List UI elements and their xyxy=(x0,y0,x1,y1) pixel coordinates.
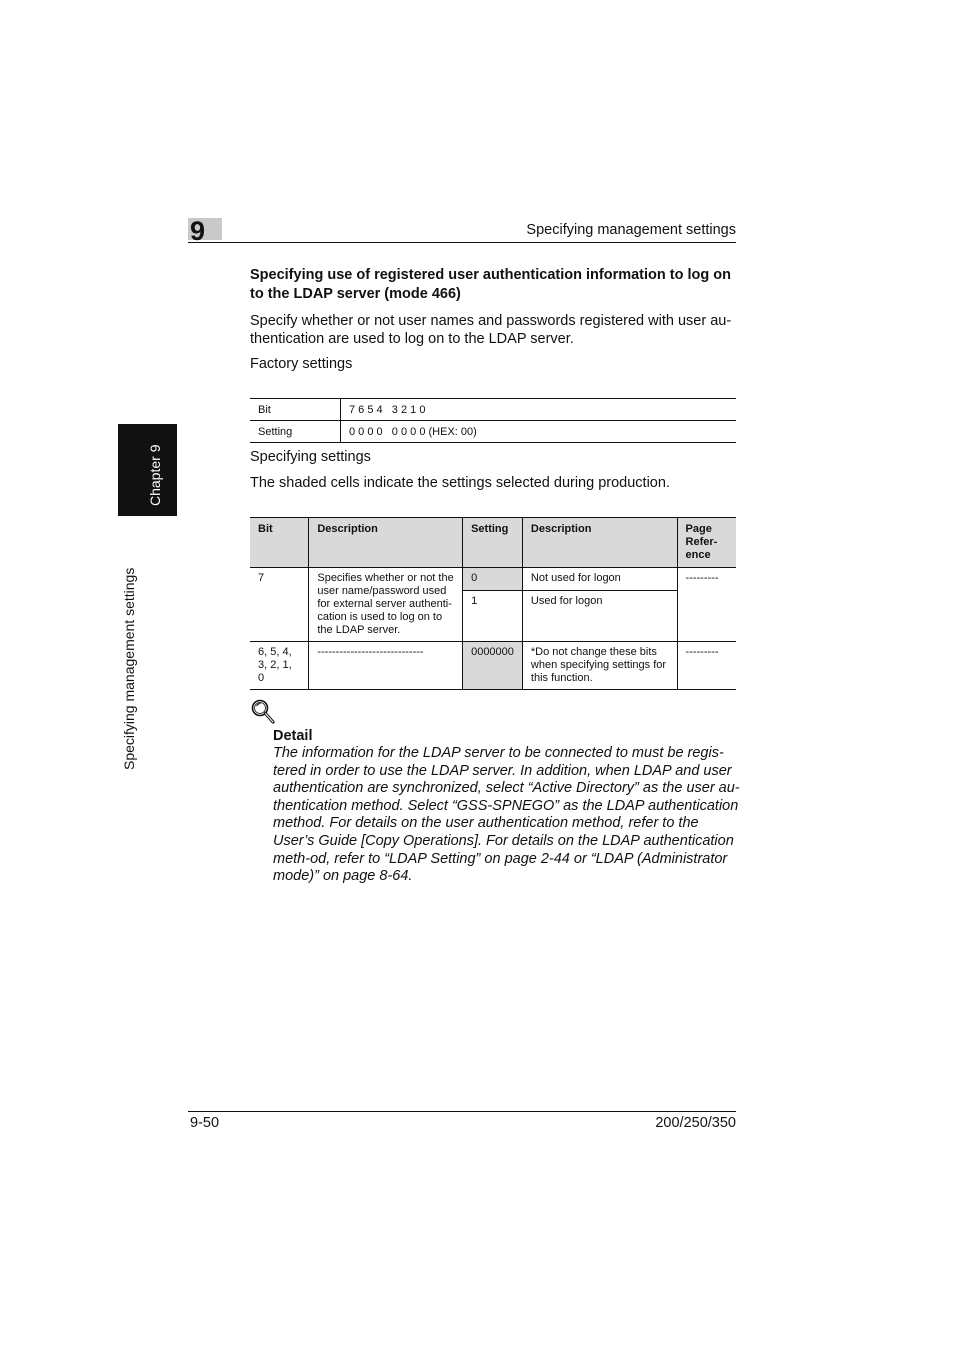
column-header: Description xyxy=(309,518,463,568)
detail-text: The information for the LDAP server to be connected to must be regis-tered in order to use the LDAP server. In addition, when LDAP and user authentication are synchronized, select “Active Directory” as the user au-thentication method. Select “GSS-SPNEGO” as the LDAP authentication method. For details on the user authentication method, refer to the User’s Guide [Copy Operations]. For details on the LDAP authentication meth-od, refer to “LDAP Setting” on page 2-44 or “LDAP (Administrator mode)” on page 8-64. xyxy=(273,745,740,885)
table-cell: 7 xyxy=(250,568,309,642)
table-cell: Bit xyxy=(250,399,341,421)
column-header: Description xyxy=(522,518,677,568)
table-cell: Not used for logon xyxy=(522,568,677,591)
table-cell: *Do not change these bits when specifying settings for this function. xyxy=(522,642,677,690)
table-cell: Specifies whether or not the user name/password used for external server authenti-cation is used to log on to the LDAP server. xyxy=(309,568,463,642)
footer-rule xyxy=(188,1111,736,1112)
column-header: Bit xyxy=(250,518,309,568)
detail-title: Detail xyxy=(273,728,313,744)
factory-settings-table xyxy=(250,398,736,443)
table-cell: 7 6 5 4 3 2 1 0 xyxy=(341,399,737,421)
table-cell: ----------------------------- xyxy=(309,642,463,690)
specifying-settings-label: Specifying settings xyxy=(250,449,371,465)
specifying-settings-table xyxy=(250,517,736,690)
page-number: 9-50 xyxy=(190,1115,220,1131)
table-cell: 0000000 xyxy=(463,642,523,690)
table-cell: Used for logon xyxy=(522,590,677,641)
table-row xyxy=(250,421,736,443)
side-tab-chapter-label: Chapter 9 xyxy=(147,444,163,506)
table-cell: --------- xyxy=(677,642,736,690)
table-row xyxy=(250,642,736,690)
table-row xyxy=(250,399,736,421)
running-title: Specifying management settings xyxy=(526,222,736,238)
table-cell: 6, 5, 4, 3, 2, 1, 0 xyxy=(250,642,309,690)
chapter-number: 9 xyxy=(190,216,206,246)
factory-settings-label: Factory settings xyxy=(250,356,353,372)
intro-paragraph: Specify whether or not user names and passwords registered with user au-thentication are used to log on to the LDAP server. xyxy=(250,313,732,347)
table-row xyxy=(250,568,736,591)
side-tab-section-label: Specifying management settings xyxy=(121,567,137,770)
header-rule xyxy=(188,242,736,243)
column-header: Page Refer-ence xyxy=(677,518,736,568)
model-numbers: 200/250/350 xyxy=(655,1115,736,1131)
table-cell: 1 xyxy=(463,590,523,641)
section-heading: Specifying use of registered user authentication information to log on to the LDAP server (mode 466) xyxy=(250,267,731,302)
table-cell: 0 xyxy=(463,568,523,591)
table-cell: 0 0 0 0 0 0 0 0 (HEX: 00) xyxy=(341,421,737,443)
table-cell: Setting xyxy=(250,421,341,443)
shaded-note: The shaded cells indicate the settings selected during production. xyxy=(250,475,670,491)
table-header-row xyxy=(250,518,736,568)
column-header: Setting xyxy=(463,518,523,568)
table-cell: --------- xyxy=(677,568,736,642)
